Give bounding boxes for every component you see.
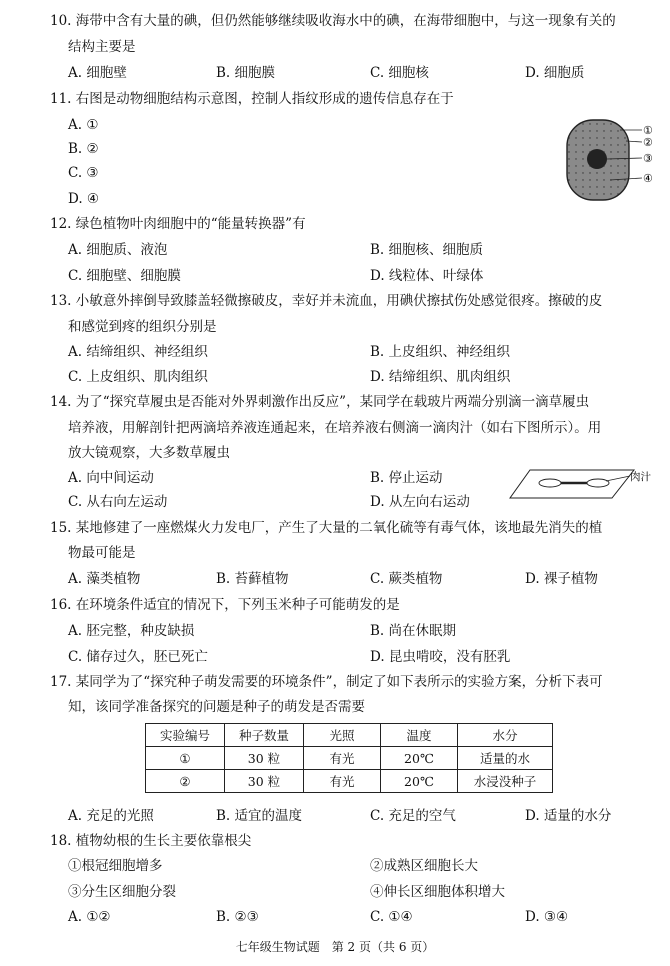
table-cell: 适量的水	[458, 747, 553, 770]
q10-option-d: D. 细胞质	[525, 65, 585, 81]
q18-statement-4: ④伸长区细胞体积增大	[370, 884, 505, 900]
q10-stem-line1: 10. 海带中含有大量的碘，但仍然能够继续吸收海水中的碘，在海带细胞中，与这一现象有关的	[50, 13, 616, 29]
q18-option-d: D. ③④	[525, 909, 569, 925]
q13-option-c: C. 上皮组织、肌肉组织	[68, 369, 208, 385]
table-header: 水分	[458, 724, 553, 747]
table-header: 光照	[304, 724, 381, 747]
q15-option-b: B. 苔藓植物	[216, 571, 289, 587]
table-cell: 20℃	[381, 770, 458, 793]
table-cell: 有光	[304, 747, 381, 770]
table-header: 种子数量	[225, 724, 304, 747]
q17-option-a: A. 充足的光照	[68, 808, 154, 824]
q18-stem: 18. 植物幼根的生长主要依靠根尖	[50, 833, 252, 849]
q14-option-a: A. 向中间运动	[68, 470, 154, 486]
q12-stem: 12. 绿色植物叶肉细胞中的“能量转换器”有	[50, 216, 306, 232]
q11-option-a: A. ①	[68, 117, 99, 133]
q16-option-d: D. 昆虫啃咬，没有胚乳	[370, 649, 511, 665]
table-cell: 30 粒	[225, 747, 304, 770]
q13-stem-line2: 和感觉到疼的组织分别是	[68, 319, 217, 335]
q17-option-c: C. 充足的空气	[370, 808, 456, 824]
cell-label-3: ③	[643, 152, 653, 165]
q16-option-b: B. 尚在休眠期	[370, 623, 457, 639]
table-cell: ②	[146, 770, 225, 793]
q14-stem-line1: 14. 为了“探究草履虫是否能对外界刺激作出反应”，某同学在载玻片两端分别滴一滴草履虫	[50, 394, 590, 410]
q15-option-c: C. 蕨类植物	[370, 571, 443, 587]
q13-option-b: B. 上皮组织、神经组织	[370, 344, 511, 360]
q17-stem-line1: 17. 某同学为了“探究种子萌发需要的环境条件”，制定了如下表所示的实验方案，分析下表可	[50, 674, 603, 690]
q14-option-b: B. 停止运动	[370, 470, 443, 486]
q12-option-b: B. 细胞核、细胞质	[370, 242, 484, 258]
q17-option-d: D. 适量的水分	[525, 808, 612, 824]
q11-stem: 11. 右图是动物细胞结构示意图，控制人指纹形成的遗传信息存在于	[50, 91, 454, 107]
table-header: 实验编号	[146, 724, 225, 747]
cell-label-4: ④	[643, 172, 653, 185]
table-cell: 有光	[304, 770, 381, 793]
q15-option-d: D. 裸子植物	[525, 571, 598, 587]
q13-stem-line1: 13. 小敏意外摔倒导致膝盖轻微擦破皮，幸好并未流血，用碘伏擦拭伤处感觉很疼。擦破的皮	[50, 293, 603, 309]
q14-stem-line3: 放大镜观察，大多数草履虫	[68, 445, 230, 461]
q15-option-a: A. 藻类植物	[68, 571, 141, 587]
q12-option-d: D. 线粒体、叶绿体	[370, 268, 484, 284]
q12-option-c: C. 细胞壁、细胞膜	[68, 268, 181, 284]
q18-option-b: B. ②③	[216, 909, 259, 925]
q13-option-d: D. 结缔组织、肌肉组织	[370, 369, 511, 385]
cell-label-1: ①	[643, 124, 653, 137]
q10-stem-line2: 结构主要是	[68, 39, 136, 55]
q16-option-c: C. 储存过久，胚已死亡	[68, 649, 208, 665]
table-cell: 30 粒	[225, 770, 304, 793]
q10-option-c: C. 细胞核	[370, 65, 429, 81]
animal-cell-figure	[560, 114, 660, 206]
q18-option-a: A. ①②	[68, 909, 111, 925]
q16-option-a: A. 胚完整，种皮缺损	[68, 623, 195, 639]
table-row	[146, 747, 553, 770]
table-header-row	[146, 724, 553, 747]
table-row	[146, 770, 553, 793]
q15-stem-line1: 15. 某地修建了一座燃煤火力发电厂，产生了大量的二氧化硫等有毒气体，该地最先消失的植	[50, 520, 603, 536]
q15-stem-line2: 物最可能是	[68, 545, 136, 561]
q18-option-c: C. ①④	[370, 909, 413, 925]
table-cell: ①	[146, 747, 225, 770]
slide-figure	[508, 464, 658, 504]
q17-stem-line2: 知，该同学准备探究的问题是种子的萌发是否需要	[68, 699, 365, 715]
q14-option-c: C. 从右向左运动	[68, 494, 168, 510]
q18-statement-3: ③分生区细胞分裂	[68, 884, 176, 900]
q14-option-d: D. 从左向右运动	[370, 494, 470, 510]
table-cell: 20℃	[381, 747, 458, 770]
q14-stem-line2: 培养液，用解剖针把两滴培养液连通起来，在培养液右侧滴一滴肉汁（如右下图所示）。用	[68, 420, 602, 436]
q16-stem: 16. 在环境条件适宜的情况下，下列玉米种子可能萌发的是	[50, 597, 400, 613]
q10-option-b: B. 细胞膜	[216, 65, 276, 81]
meat-juice-label: 肉汁	[630, 471, 651, 483]
q13-option-a: A. 结缔组织、神经组织	[68, 344, 208, 360]
q11-option-c: C. ③	[68, 165, 99, 181]
q18-statement-1: ①根冠细胞增多	[68, 858, 163, 874]
q17-option-b: B. 适宜的温度	[216, 808, 303, 824]
table-cell: 水浸没种子	[458, 770, 553, 793]
page-footer: 七年级生物试题 第 2 页（共 6 页）	[235, 940, 435, 954]
experiment-table	[145, 723, 553, 793]
q18-statement-2: ②成熟区细胞长大	[370, 858, 478, 874]
cell-label-2: ②	[643, 136, 653, 149]
q10-option-a: A. 细胞壁	[68, 65, 127, 81]
q12-option-a: A. 细胞质、液泡	[68, 242, 168, 258]
q11-option-b: B. ②	[68, 141, 99, 157]
q11-option-d: D. ④	[68, 191, 100, 207]
table-header: 温度	[381, 724, 458, 747]
